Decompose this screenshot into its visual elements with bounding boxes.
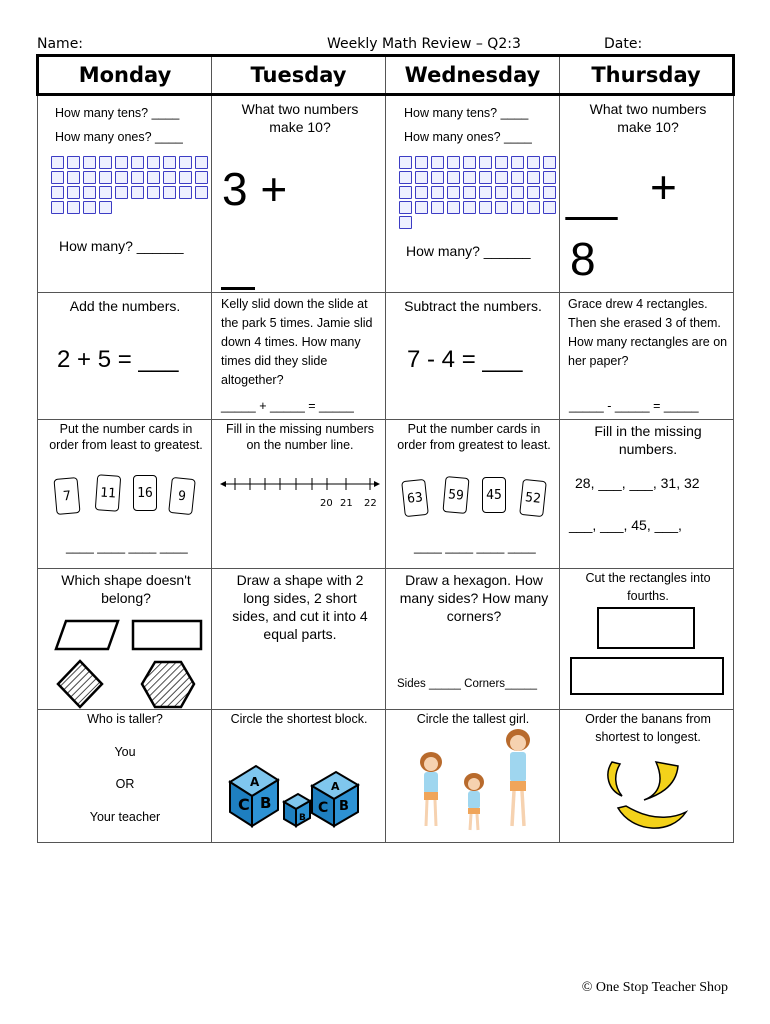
bananas-illustration [560,750,734,840]
banana-large [618,806,686,828]
unit-block [415,201,428,214]
cell-tue-draw-shape [212,569,386,710]
order-cards-title: Put the number cards in order from least to greatest. [49,422,203,452]
svg-text:B: B [260,794,272,812]
base-ten-blocks [399,156,557,230]
shape-set [38,609,212,709]
unit-block [67,201,80,214]
cell-tue-word-problem [212,293,386,420]
day-header-tuesday: Tuesday [212,56,386,95]
addition-equation: 2 + 5 = ___ [57,346,179,373]
make-ten-question: What two numbers make 10? [241,101,359,135]
diamond-shape [58,661,102,707]
banana-small [608,762,622,796]
or-label: OR [115,777,135,791]
unit-block [399,186,412,199]
svg-text:B: B [299,813,306,823]
cell-wed-place-value [386,95,560,293]
subtraction-title: Subtract the numbers. [404,298,542,314]
how-many-question: How many? ______ [406,243,531,259]
unit-block [495,186,508,199]
shortest-block-question: Circle the shortest block. [230,712,368,726]
unit-block [463,186,476,199]
cell-wed-hexagon [386,569,560,710]
svg-text:A: A [331,780,340,793]
rectangle-shape [133,621,201,649]
girl-short [464,773,484,830]
rectangle-1 [597,607,695,649]
unit-block [543,156,556,169]
copyright-footer: © One Stop Teacher Shop [581,980,728,995]
sequence-line-1: 28, ___, ___, 31, 32 [575,475,700,491]
number-card: 45 [482,477,506,513]
unit-block [415,186,428,199]
word-problem-text: Kelly slid down the slide at the park 5 times. Jamie slid down 4 times. How many times did they slide altogether? [221,297,373,387]
unit-block [99,201,112,214]
unit-block [447,156,460,169]
cell-thu-missing-numbers [560,420,734,569]
unit-block [195,171,208,184]
unit-block [495,201,508,214]
order-cards-title: Put the number cards in order from greatest to least. [397,422,551,452]
cell-tue-make-ten [212,95,386,293]
unit-block [115,171,128,184]
number-card: 11 [95,474,121,512]
unit-block [163,156,176,169]
number-line [218,472,388,512]
answer-blanks: ____ ____ ____ ____ [66,540,188,554]
unit-block [543,171,556,184]
subtraction-equation: 7 - 4 = ___ [407,346,523,373]
small-block-middle [284,794,310,826]
unit-block [51,171,64,184]
option-you: You [114,745,136,759]
unit-block [463,156,476,169]
unit-block [431,171,444,184]
number-card: 52 [519,479,547,517]
unit-block [447,201,460,214]
unit-block [147,186,160,199]
option-teacher: Your teacher [89,810,161,824]
cell-wed-order-cards [386,420,560,569]
tick-label-22: 22 [364,498,377,509]
ones-question: How many ones? ____ [55,130,183,144]
unit-block [179,171,192,184]
unit-block [195,186,208,199]
unit-block [479,201,492,214]
cell-mon-addition [38,293,212,420]
draw-shape-instructions: Draw a shape with 2 long sides, 2 short sides, and cut it into 4 equal parts. [232,572,368,642]
hexagon-shape [142,662,194,707]
unit-block [399,171,412,184]
unit-block [83,201,96,214]
answer-line [221,287,255,290]
unit-block [527,156,540,169]
large-block-left [230,766,278,826]
number-card: 16 [133,475,157,511]
day-header-monday: Monday [38,56,212,95]
cell-thu-bananas [560,710,734,843]
unit-block [195,156,208,169]
shapes-question: Which shape doesn't belong? [61,572,191,606]
unit-block [511,201,524,214]
girls-illustration [386,726,560,841]
unit-block [399,156,412,169]
unit-block [543,186,556,199]
make-ten-question: What two numbers make 10? [589,101,707,135]
missing-numbers-title: Fill in the missing numbers. [594,423,702,457]
tick-label-20: 20 [320,498,333,509]
parallelogram-shape [56,621,118,649]
unit-block [179,156,192,169]
answer-blanks: ____ ____ ____ ____ [414,540,536,554]
cell-wed-girls [386,710,560,843]
number-card: 59 [442,476,469,514]
svg-text:C: C [238,795,250,814]
banana-medium [644,762,678,800]
tallest-girl-question: Circle the tallest girl. [416,712,530,726]
make-ten-number: 3 + [222,163,288,215]
unit-block [431,201,444,214]
unit-block [447,171,460,184]
unit-block [51,201,64,214]
cell-tue-blocks [212,710,386,843]
unit-block [99,156,112,169]
make-ten-plus: + [650,161,677,213]
unit-block [511,156,524,169]
girl-tall [506,729,530,826]
unit-block [527,171,540,184]
unit-block [431,156,444,169]
base-ten-blocks [51,156,209,215]
word-problem-text: Grace drew 4 rectangles. Then she erased 3 of them. How many rectangles are on her paper? [568,297,728,368]
unit-block [67,156,80,169]
weekly-review-table [36,54,735,843]
worksheet-title: Weekly Math Review – Q2:3 [327,36,521,52]
alphabet-blocks [212,746,386,836]
unit-block [479,156,492,169]
how-many-question: How many? ______ [59,238,184,254]
unit-block [51,156,64,169]
svg-text:A: A [250,775,260,789]
tens-question: How many tens? ____ [55,106,180,120]
day-header-thursday: Thursday [560,56,734,95]
fourths-instructions: Cut the rectangles into fourths. [585,571,711,603]
unit-block [163,186,176,199]
cell-mon-shapes [38,569,212,710]
unit-block [543,201,556,214]
number-line-title: Fill in the missing numbers on the number line. [226,422,374,452]
unit-block [479,171,492,184]
unit-block [99,171,112,184]
unit-block [463,171,476,184]
number-card: 7 [53,477,80,515]
unit-block [511,171,524,184]
unit-block [527,201,540,214]
tens-question: How many tens? ____ [404,106,529,120]
cell-tue-number-line [212,420,386,569]
unit-block [67,186,80,199]
unit-block [415,156,428,169]
unit-block [131,171,144,184]
unit-block [447,186,460,199]
unit-block [115,156,128,169]
unit-block [131,156,144,169]
day-header-wednesday: Wednesday [386,56,560,95]
unit-block [179,186,192,199]
sequence-line-2: ___, ___, 45, ___, [569,517,682,533]
girl-medium [420,752,442,826]
unit-block [399,216,412,229]
unit-block [147,171,160,184]
unit-block [147,156,160,169]
unit-block [511,186,524,199]
unit-block [399,201,412,214]
unit-block [527,186,540,199]
bananas-question: Order the banans from shortest to longest. [585,712,711,744]
unit-block [479,186,492,199]
cell-thu-fourths [560,569,734,710]
unit-block [495,171,508,184]
make-ten-number: 8 [570,233,596,285]
taller-question: Who is taller? [87,712,163,726]
ones-question: How many ones? ____ [404,130,532,144]
unit-block [83,171,96,184]
unit-block [495,156,508,169]
name-label: Name: [37,36,84,52]
cell-mon-place-value [38,95,212,293]
unit-block [431,186,444,199]
cell-wed-subtraction [386,293,560,420]
unit-block [115,186,128,199]
large-block-right [312,772,358,826]
unit-block [99,186,112,199]
cell-thu-word-problem [560,293,734,420]
addition-title: Add the numbers. [69,298,181,314]
unit-block [83,186,96,199]
cell-thu-make-ten [560,95,734,293]
unit-block [163,171,176,184]
equation-blanks: _____ + _____ = _____ [221,399,354,413]
sides-corners-answer: Sides _____ Corners_____ [397,678,538,690]
unit-block [67,171,80,184]
cell-mon-who-is-taller [38,710,212,843]
equation-blanks: _____ - _____ = _____ [569,399,699,413]
svg-text:C: C [318,800,329,816]
unit-block [415,171,428,184]
unit-block [131,186,144,199]
unit-block [51,186,64,199]
make-ten-blank: __ [566,169,618,221]
svg-text:B: B [339,799,349,814]
hexagon-question: Draw a hexagon. How many sides? How many corners? [399,572,549,624]
number-card: 63 [401,479,429,517]
date-label: Date: [604,36,643,52]
number-card: 9 [168,477,196,515]
unit-block [83,156,96,169]
rectangle-2 [570,657,724,695]
unit-block [463,201,476,214]
tick-label-21: 21 [340,498,353,509]
cell-mon-order-cards [38,420,212,569]
